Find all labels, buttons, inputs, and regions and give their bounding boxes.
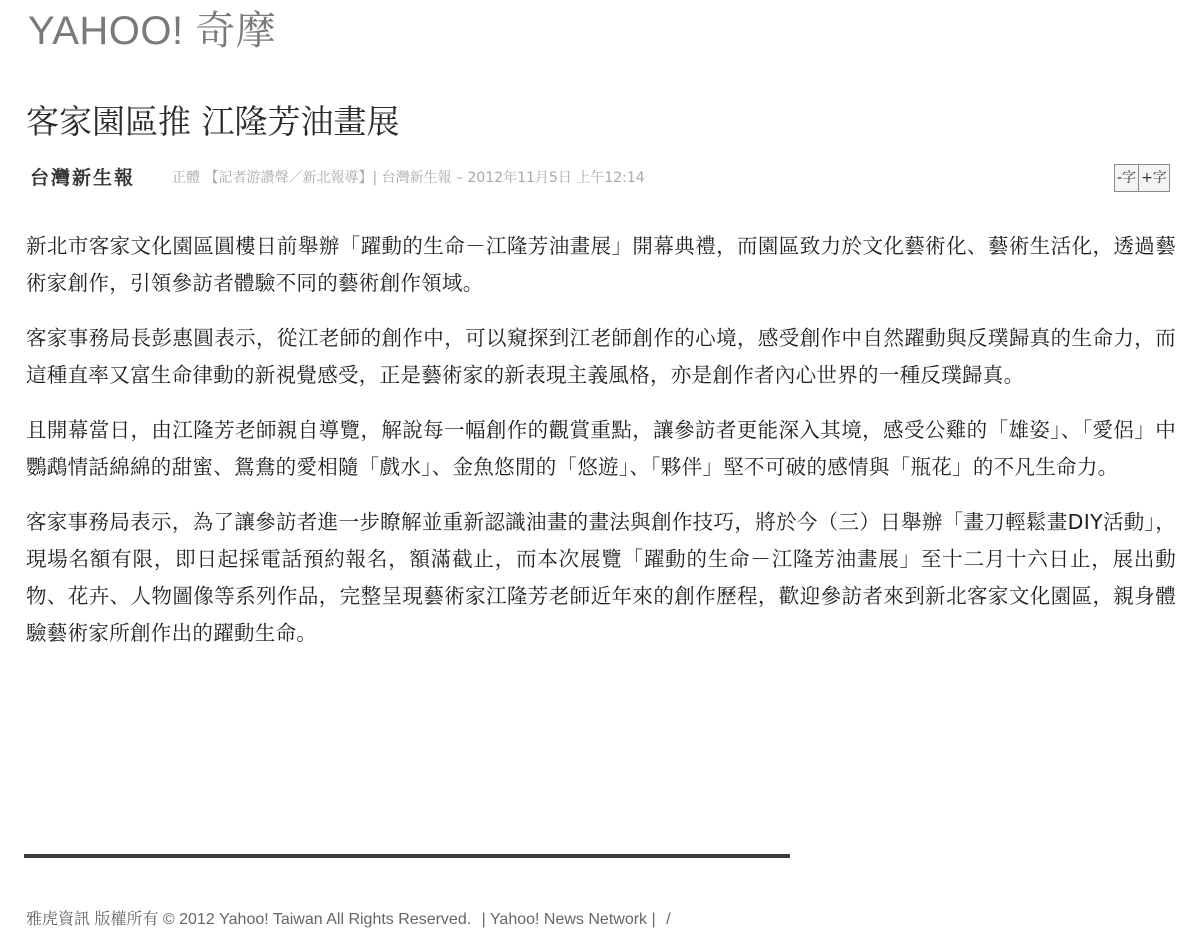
article-body bbox=[26, 228, 1176, 670]
yahoo-brand-logo[interactable]: YAHOO! 奇摩 bbox=[28, 9, 277, 53]
news-network-link[interactable]: | Yahoo! News Network | bbox=[481, 911, 656, 928]
font-size-controls bbox=[1114, 164, 1170, 192]
copyright-text: 雅虎資訊 版權所有 © 2012 Yahoo! Taiwan All Rights Reserved. bbox=[26, 911, 472, 928]
source-logo: 台灣新生報 bbox=[30, 167, 136, 189]
article-paragraph: 客家事務局長彭惠圓表示，從江老師的創作中，可以窺探到江老師創作的心境，感受創作中自然躍動與反璞歸真的生命力，而這種直率又富生命律動的新視覺感受，正是藝術家的新表現主義風格，亦是創作者內心世界的一種反璞歸真。 bbox=[26, 326, 1176, 387]
font-smaller-button[interactable]: -字 bbox=[1114, 164, 1139, 192]
article-paragraph: 且開幕當日，由江隆芳老師親自導覽，解說每一幅創作的觀賞重點，讓參訪者更能深入其境，感受公雞的「雄姿」、「愛侶」中鸚鵡情話綿綿的甜蜜、鴛鴦的愛相隨「戲水」、金魚悠閒的「悠遊」、「夥伴」堅不可破的感情與「瓶花」的不凡生命力。 bbox=[26, 418, 1176, 479]
footer bbox=[26, 908, 677, 932]
font-larger-button[interactable]: +字 bbox=[1139, 164, 1170, 192]
article-paragraph: 新北市客家文化園區圓樓日前舉辦「躍動的生命－江隆芳油畫展」開幕典禮，而園區致力於文化藝術化、藝術生活化，透過藝術家創作，引領參訪者體驗不同的藝術創作領域。 bbox=[26, 234, 1176, 295]
footer-trailing: / bbox=[666, 911, 671, 928]
article-paragraph: 客家事務局表示，為了讓參訪者進一步瞭解並重新認識油畫的畫法與創作技巧，將於今（三）日舉辦「畫刀輕鬆畫DIY活動」，現場名額有限，即日起採電話預約報名，額滿截止，而本次展覽「躍動的生命－江隆芳油畫展」至十二月十六日止，展出動物、花卉、人物圖像等系列作品，完整呈現藝術家江隆芳老師近年來的創作歷程，歡迎參訪者來到新北客家文化園區，親身體驗藝術家所創作出的躍動生命。 bbox=[26, 510, 1176, 645]
article-byline: 正體 【記者游讚聲／新北報導】| 台灣新生報 – 2012年11月5日 上午12:14 bbox=[172, 170, 645, 186]
footer-divider bbox=[24, 854, 790, 858]
article-title: 客家園區推 江隆芳油畫展 bbox=[26, 102, 400, 141]
